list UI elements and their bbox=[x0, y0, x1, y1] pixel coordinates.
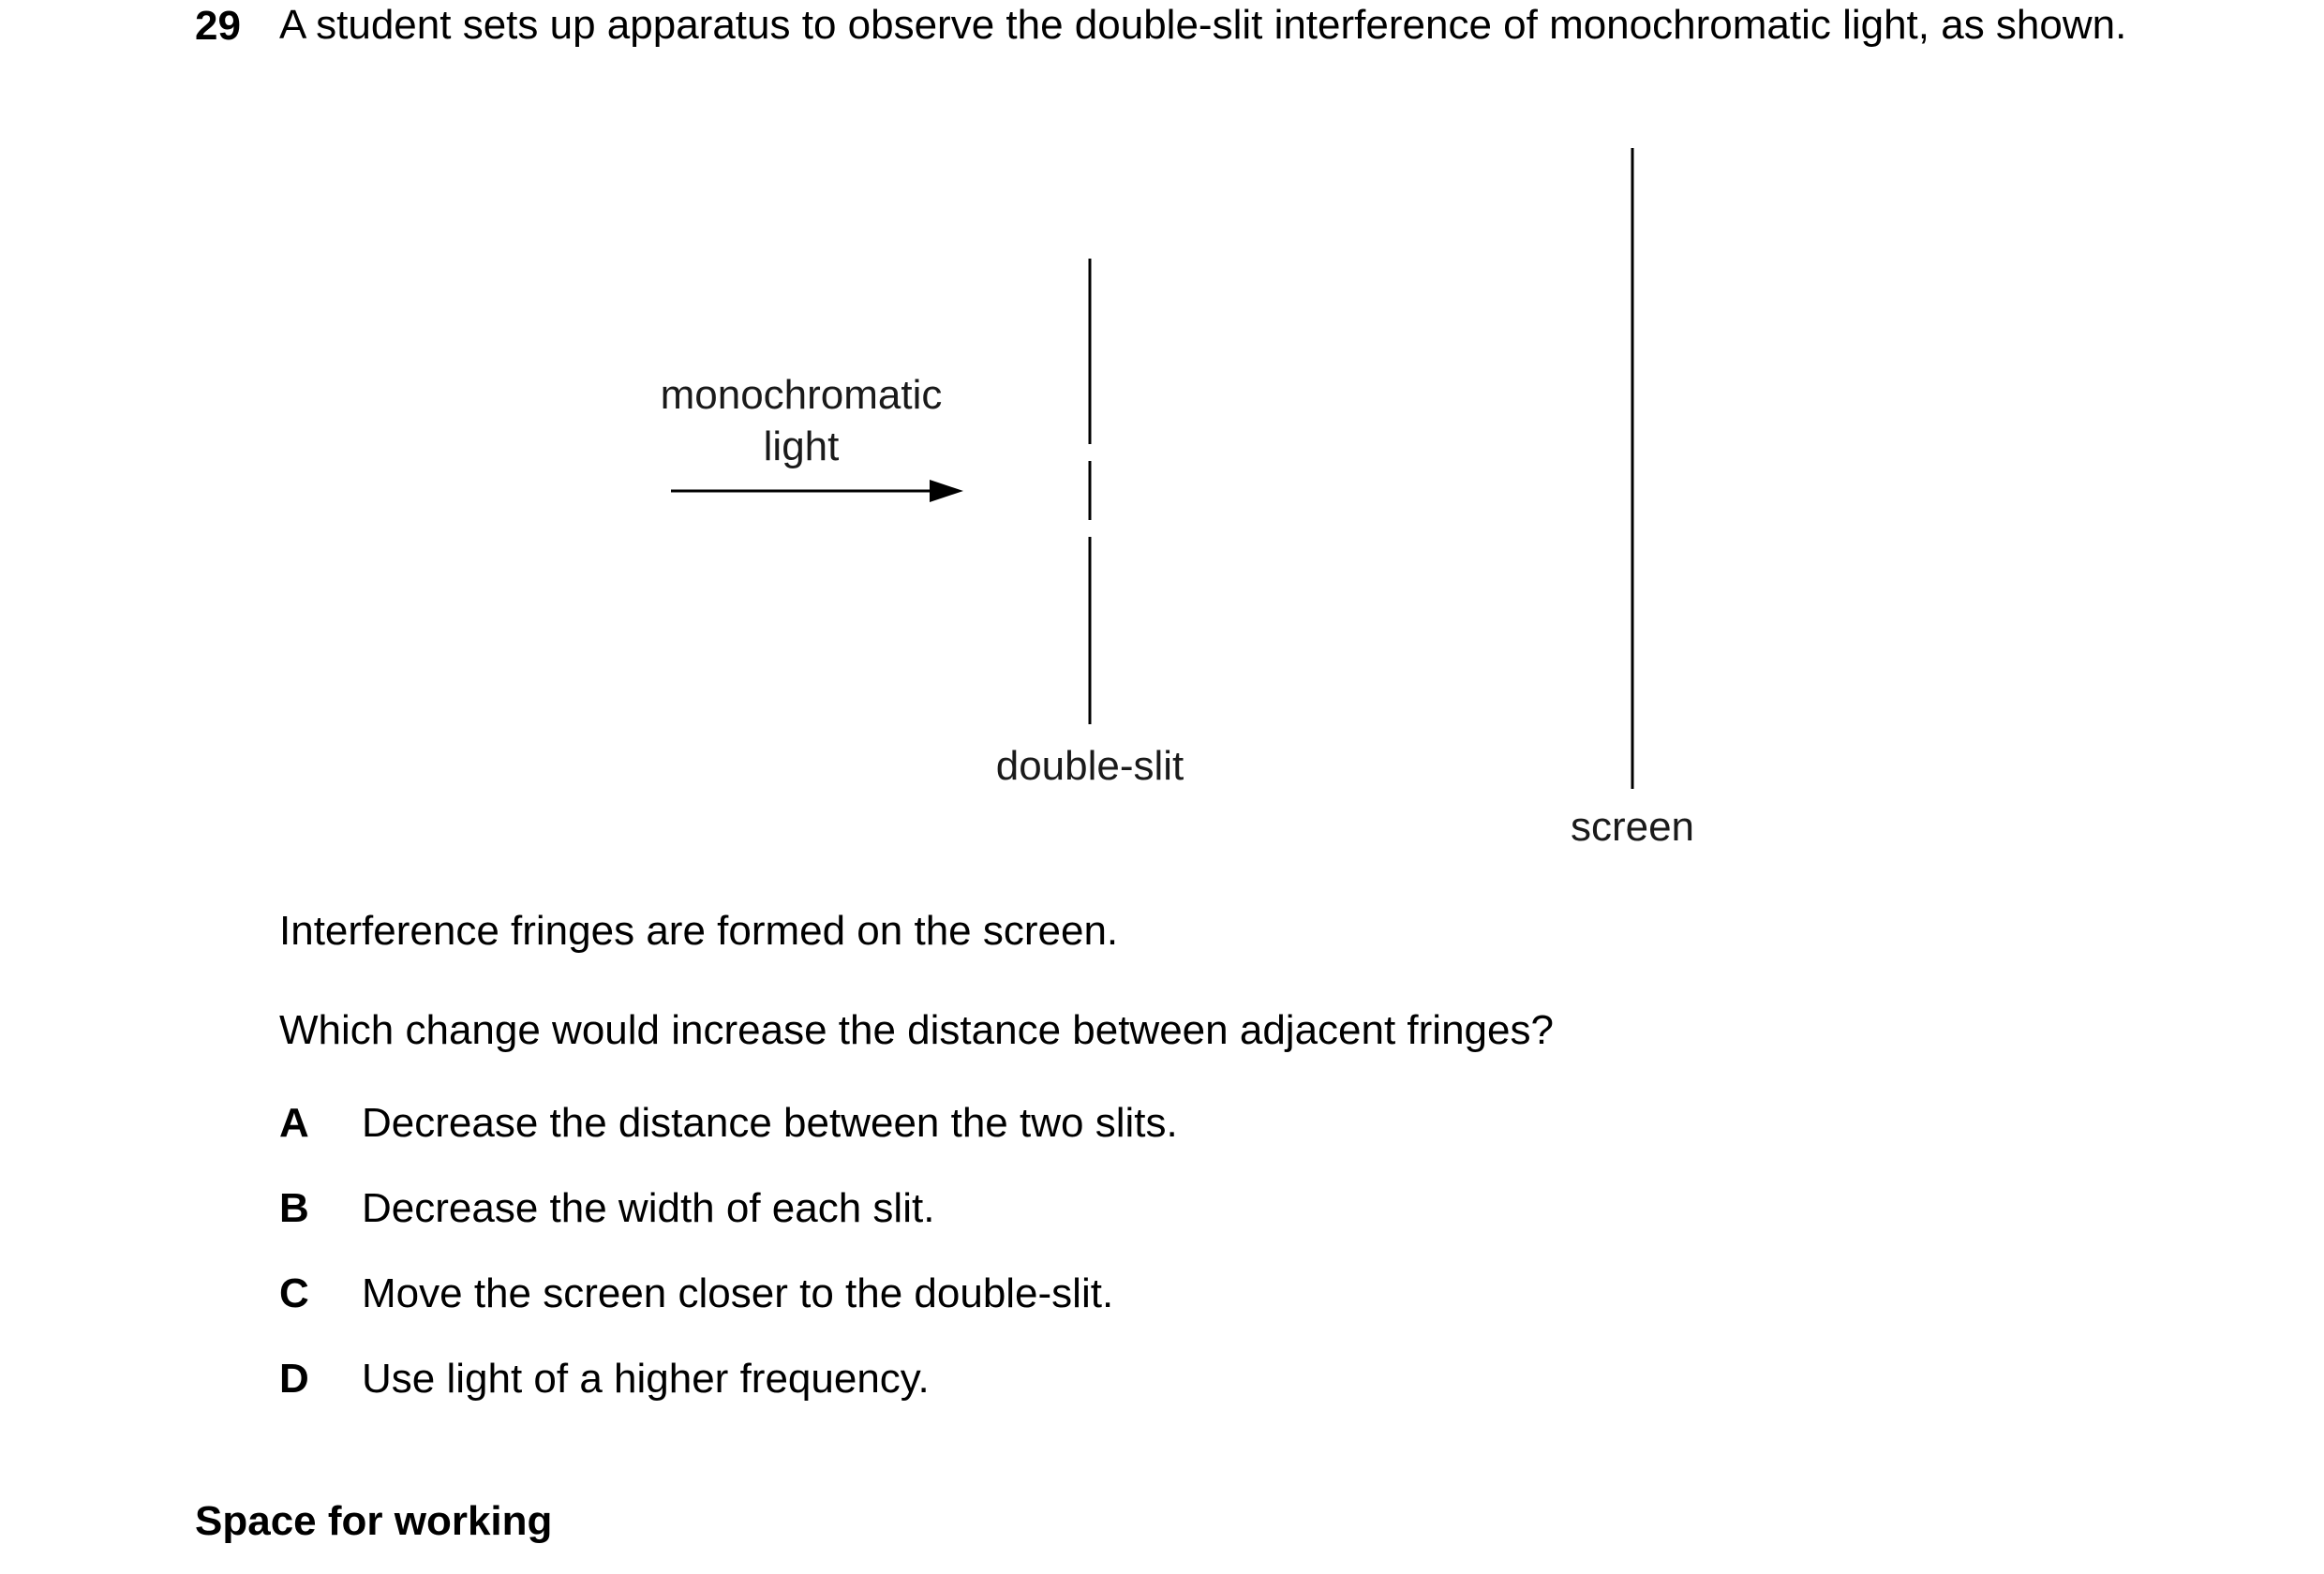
question-prompt: Which change would increase the distance between adjacent fringes? bbox=[279, 1007, 1554, 1053]
option-letter: C bbox=[279, 1270, 309, 1316]
option-b[interactable] bbox=[279, 1182, 934, 1235]
option-a[interactable] bbox=[279, 1097, 1178, 1150]
working-space-label: Space for working bbox=[195, 1498, 553, 1544]
double-slit-label: double-slit bbox=[995, 743, 1184, 789]
light-label-line2: light bbox=[763, 423, 840, 469]
question-number: 29 bbox=[195, 3, 241, 49]
option-text: Use light of a higher frequency. bbox=[362, 1356, 930, 1402]
question-stem: A student sets up apparatus to observe the double-slit interference of monochromatic light, as shown. bbox=[279, 2, 2127, 48]
option-text: Move the screen closer to the double-slit. bbox=[362, 1270, 1114, 1316]
option-c[interactable] bbox=[279, 1268, 1113, 1320]
screen-label: screen bbox=[1570, 804, 1695, 850]
light-label-line1: monochromatic bbox=[660, 372, 943, 418]
option-letter: D bbox=[279, 1356, 309, 1402]
option-text: Decrease the distance between the two slits. bbox=[362, 1100, 1178, 1146]
option-text: Decrease the width of each slit. bbox=[362, 1185, 935, 1231]
light-arrow-icon bbox=[671, 480, 963, 502]
statement-text: Interference fringes are formed on the screen. bbox=[279, 908, 1119, 954]
option-letter: B bbox=[279, 1185, 309, 1231]
option-letter: A bbox=[279, 1100, 309, 1146]
option-d[interactable] bbox=[279, 1353, 930, 1405]
